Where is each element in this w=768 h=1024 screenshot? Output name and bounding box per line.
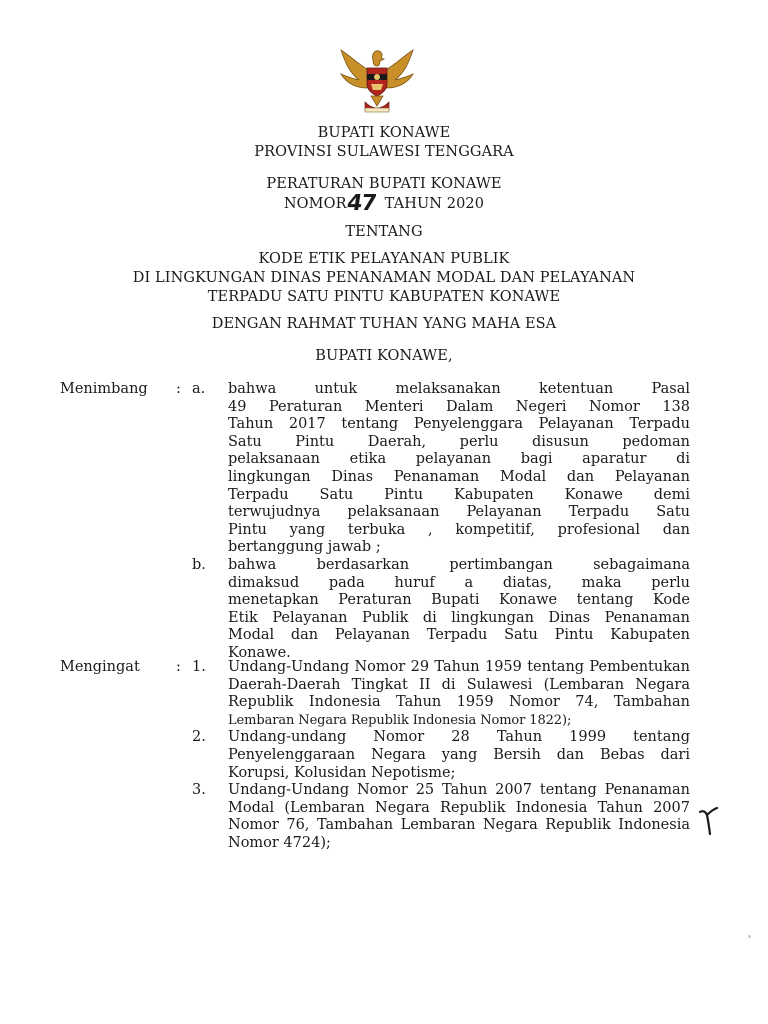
text-line: Undang-Undang Nomor 25 Tahun 2007 tentang Penanaman <box>228 782 690 799</box>
item-marker: 1. <box>192 659 206 675</box>
text-line: Modal dan Pelayanan Terpadu Satu Pintu Kabupaten <box>228 627 690 644</box>
text-line: Etik Pelayanan Publik di lingkungan Dinas Penanaman <box>228 609 690 626</box>
regulation-number-block <box>0 175 768 214</box>
tahun-label: TAHUN 2020 <box>384 196 485 212</box>
subject-line-1: KODE ETIK PELAYANAN PUBLIK <box>258 251 510 267</box>
mengingat-colon: : <box>176 659 181 675</box>
text-line: Korupsi, Kolusidan Nepotisme; <box>228 764 456 781</box>
text-line: Pintu yang terbuka , kompetitif, profesional dan <box>228 521 690 538</box>
text-line: Satu Pintu Daerah, perlu disusun pedoman <box>228 433 690 450</box>
header-line-1: BUPATI KONAWE <box>317 125 451 141</box>
handwritten-paraf-icon <box>697 806 719 836</box>
text-line: Undang-Undang Nomor 29 Tahun 1959 tentang Pembentukan <box>228 659 690 675</box>
menimbang-label: Menimbang <box>60 381 148 397</box>
tentang-heading <box>0 223 768 242</box>
blessing-text: DENGAN RAHMAT TUHAN YANG MAHA ESA <box>211 316 557 332</box>
text-line: dimaksud pada huruf a diatas, maka perlu <box>228 574 690 591</box>
text-line: menetapkan Peraturan Bupati Konawe tentang Kode <box>228 592 690 609</box>
text-line: bahwa berdasarkan pertimbangan sebagaimana <box>228 556 690 573</box>
text-line: Modal (Lembaran Negara Republik Indonesia Tahun 2007 <box>228 799 690 816</box>
item-marker: b. <box>192 556 206 573</box>
text-line: Penyelenggaraan Negara yang Bersih dan Bebas dari <box>228 746 690 763</box>
text-line: Nomor 4724); <box>228 834 331 851</box>
item-text <box>228 729 690 782</box>
text-line: Nomor 76, Tambahan Lembaran Negara Republik Indonesia <box>228 817 690 834</box>
menimbang-colon: : <box>176 381 181 397</box>
regulation-subject <box>0 250 768 307</box>
subject-line-3: TERPADU SATU PINTU KABUPATEN KONAWE <box>207 289 561 305</box>
text-line: 49 Peraturan Menteri Dalam Negeri Nomor 138 <box>228 398 690 415</box>
text-line: lingkungan Dinas Penanaman Modal dan Pelayanan <box>228 468 690 485</box>
item-marker: 2. <box>192 729 206 746</box>
menimbang-item-b <box>60 557 700 663</box>
text-line: terwujudnya pelaksanaan Pelayanan Terpadu Satu <box>228 504 690 521</box>
nomor-value: 47 <box>344 191 378 216</box>
text-line: bahwa untuk melaksanakan ketentuan Pasal <box>228 381 690 397</box>
blessing-line <box>0 315 768 334</box>
mengingat-item-3 <box>60 782 700 852</box>
menimbang-section <box>60 381 700 663</box>
text-line: Lembaran Negara Republik Indonesia Nomor 1822); <box>228 712 572 728</box>
regulation-number <box>0 191 768 216</box>
issuer-text: BUPATI KONAWE, <box>315 348 453 364</box>
item-marker: a. <box>192 381 206 397</box>
text-line: Terpadu Satu Pintu Kabupaten Konawe demi <box>228 486 690 503</box>
item-text <box>228 782 690 852</box>
mengingat-section <box>60 659 700 853</box>
header-line-2: PROVINSI SULAWESI TENGGARA <box>254 144 514 160</box>
text-line: bertanggung jawab ; <box>228 539 381 556</box>
item-marker: 3. <box>192 782 206 799</box>
text-line: Republik Indonesia Tahun 1959 Nomor 74, Tambahan <box>228 694 690 711</box>
header-issuer-block <box>0 124 768 162</box>
nomor-label: NOMOR <box>283 196 347 212</box>
item-text <box>228 381 690 557</box>
tentang-label: TENTANG <box>345 224 423 240</box>
subject-line-2: DI LINGKUNGAN DINAS PENANAMAN MODAL DAN PELAYANAN <box>132 270 636 286</box>
item-text <box>228 659 690 729</box>
text-line: Tahun 2017 tentang Penyelenggara Pelayanan Terpadu <box>228 416 690 433</box>
garuda-emblem-icon <box>335 44 419 116</box>
item-text <box>228 557 690 663</box>
mengingat-label: Mengingat <box>60 659 140 675</box>
regulation-title: PERATURAN BUPATI KONAWE <box>266 176 502 192</box>
menimbang-item-a <box>60 381 700 557</box>
text-line: Daerah-Daerah Tingkat II di Sulawesi (Lembaran Negara <box>228 676 690 693</box>
text-line: Konawe. <box>228 644 291 661</box>
issuer-line <box>0 347 768 366</box>
scan-speck <box>748 935 751 938</box>
text-line: pelaksanaan etika pelayanan bagi aparatur di <box>228 451 690 468</box>
text-line: Undang-undang Nomor 28 Tahun 1999 tentang <box>228 729 690 746</box>
mengingat-item-2 <box>60 729 700 782</box>
mengingat-item-1 <box>60 659 700 729</box>
